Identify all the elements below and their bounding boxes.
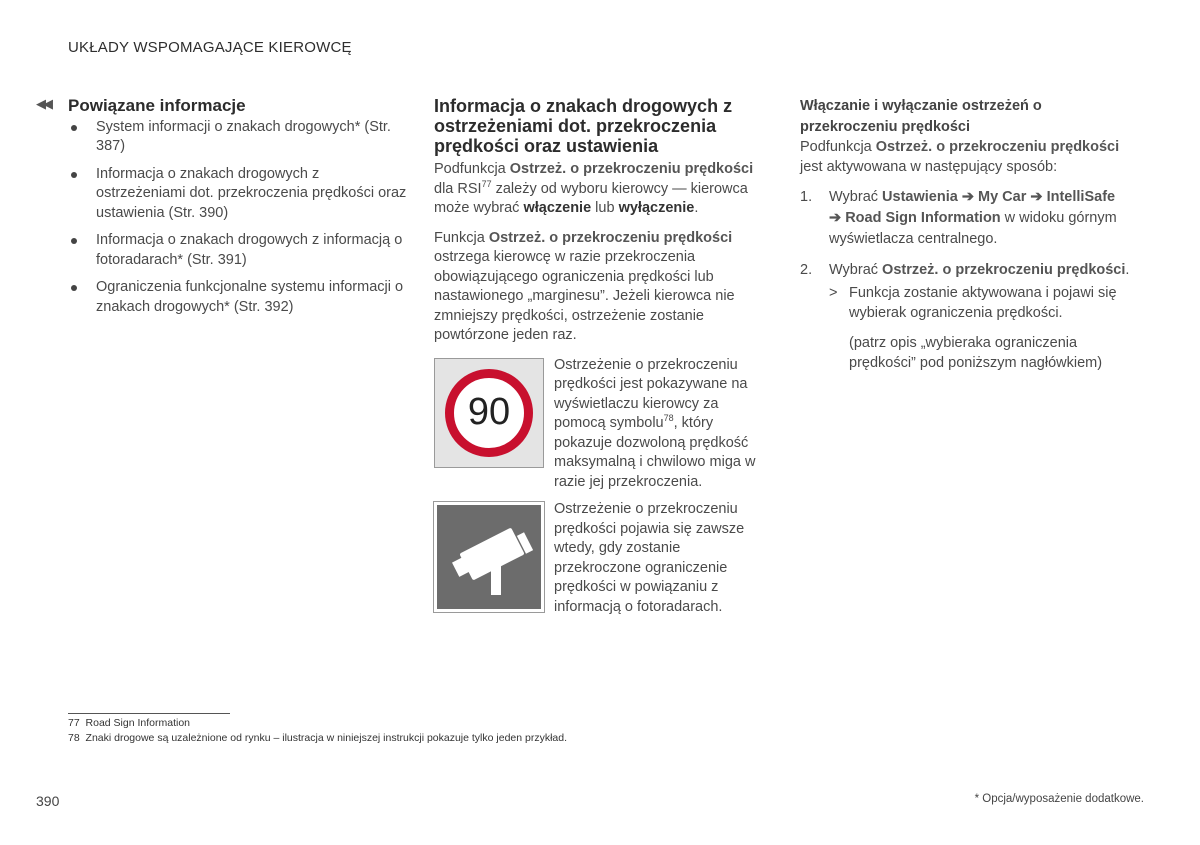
footnote-divider (68, 713, 230, 714)
speed-camera-icon (437, 505, 541, 609)
step-note: (patrz opis „wybieraka ograniczenia prędkości” pod poniższym nagłówkiem) (849, 335, 1103, 371)
footnote-text: Road Sign Information (85, 717, 191, 729)
function-name: Ostrzeż. o przekroczeniu prędkości (509, 161, 754, 177)
text-run: zależy od wyboru kierowcy — kierowca może wybrać (434, 180, 748, 216)
footnote-77 (68, 717, 190, 729)
speed-camera-sign-image (434, 502, 544, 612)
menu-path-item: Ustawienia (882, 189, 958, 205)
step-item (800, 260, 1130, 373)
footnote-ref[interactable]: 78 (663, 413, 674, 424)
text-run: Wybrać (829, 262, 883, 278)
speed-limit-sign-image (434, 358, 544, 468)
speed-limit-sign-icon (445, 369, 533, 457)
speed-sign-row (434, 356, 769, 493)
camera-sign-description: Ostrzeżenie o przekroczeniu prędkości pojawia się zawsze wtedy, gdy zostanie przekroczone ograniczenie prędkości w powiązaniu z informacją o fotoradarach. (554, 501, 745, 615)
page-header: UKŁADY WSPOMAGAJĄCE KIEROWCĘ (68, 39, 352, 56)
related-link[interactable]: Ograniczenia funkcjonalne systemu informacji o znakach drogowych* (Str. 392) (68, 278, 408, 317)
related-info-heading: Powiązane informacje (68, 96, 246, 115)
option-on: włączenie (523, 200, 592, 216)
result-text: Funkcja zostanie aktywowana i pojawi się wybierak ograniczenia prędkości. (849, 285, 1117, 321)
related-info-section (68, 96, 408, 325)
menu-path-item: IntelliSafe (1046, 189, 1116, 205)
text-run: w widoku górnym wyświetlacza centralnego. (829, 210, 1117, 247)
optional-equipment-note: * Opcja/wyposażenie dodatkowe. (974, 793, 1144, 805)
text-run: jest aktywowana w następujący sposób: (800, 158, 1058, 175)
back-arrows-icon[interactable]: ◀◀ (36, 96, 50, 111)
main-article (434, 96, 769, 625)
footnote-ref[interactable]: 77 (481, 178, 492, 189)
footnote-78 (68, 732, 567, 744)
settings-heading: Włączanie i wyłączanie ostrzeżeń o przekroczeniu prędkości (800, 98, 1042, 135)
result-marker: > (829, 285, 838, 301)
function-name: Ostrzeż. o przekroczeniu prędkości (875, 139, 1120, 155)
page-number: 390 (36, 793, 60, 809)
settings-intro (800, 138, 1130, 177)
related-link[interactable]: System informacji o znakach drogowych* (Str. 387) (68, 118, 408, 157)
arrow-right-icon: ➔ (829, 210, 842, 226)
step-number: 2. (800, 262, 813, 278)
step-number: 1. (800, 189, 813, 205)
paragraph-function (434, 229, 769, 346)
steps-list (800, 187, 1130, 373)
step-item (800, 187, 1130, 250)
arrow-right-icon: ➔ (961, 189, 974, 205)
speed-limit-value: 90 (467, 390, 511, 433)
menu-path-item: Road Sign Information (845, 210, 1001, 226)
text-run: Podfunkcja (434, 161, 510, 177)
arrow-right-icon: ➔ (1030, 189, 1043, 205)
menu-path-item: My Car (978, 189, 1027, 205)
speed-sign-description (544, 356, 769, 493)
text-run: Podfunkcja (800, 139, 876, 155)
related-link[interactable]: Informacja o znakach drogowych z informacją o fotoradarach* (Str. 391) (68, 231, 408, 270)
related-link[interactable]: Informacja o znakach drogowych z ostrzeżeniami dot. przekroczenia prędkości oraz ustawienia (Str. 390) (68, 165, 408, 224)
text-run: Ostrzeżenie o przekroczeniu prędkości jest pokazywane na wyświetlaczu kierowcy za pomocą symbolu (554, 356, 748, 431)
text-run: , który pokazuje dozwoloną prędkość maksymalną i chwilowo miga w razie jej przekroczenia. (554, 415, 756, 490)
text-run: . (1125, 262, 1130, 278)
footnote-number: 77 (68, 717, 80, 729)
speed-camera-row (434, 500, 769, 617)
option-off: wyłączenie (618, 200, 695, 216)
text-run: dla RSI (434, 180, 482, 197)
text-run: Funkcja (434, 229, 489, 246)
footnote-text: Znaki drogowe są uzależnione od rynku – ilustracja w niniejszej instrukcji pokazuje tylko jeden przykład. (85, 732, 568, 744)
paragraph-intro (434, 160, 769, 219)
step-result (829, 283, 1130, 323)
function-name: Ostrzeż. o przekroczeniu prędkości (882, 262, 1126, 278)
settings-section (800, 96, 1130, 383)
text-run: lub (591, 200, 619, 216)
text-run: Wybrać (829, 189, 883, 205)
text-run: . (694, 200, 699, 216)
article-title: Informacja o znakach drogowych z ostrzeżeniami dot. przekroczenia prędkości oraz ustawienia (434, 96, 733, 156)
function-name: Ostrzeż. o przekroczeniu prędkości (488, 229, 733, 246)
related-info-list (68, 118, 408, 318)
text-run: ostrzega kierowcę w razie przekroczenia obowiązującego ograniczenia prędkości lub nastawionego „marginesu”. Jeżeli kierowca nie zmniejszy prędkości, ostrzeżenie zostanie powtórzone jeden raz. (434, 249, 735, 343)
footnote-number: 78 (68, 732, 80, 744)
